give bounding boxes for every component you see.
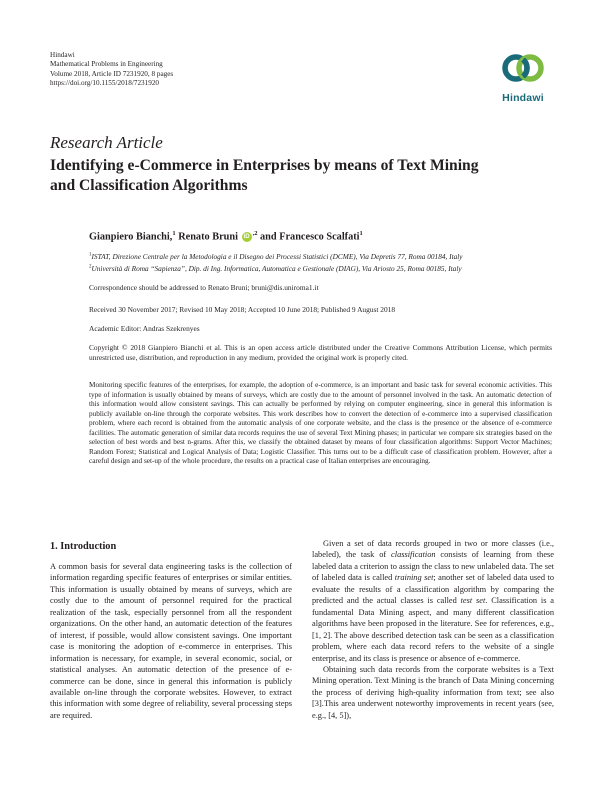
author-affil-sup: 1 <box>359 230 363 237</box>
article-title <box>50 156 550 196</box>
paragraph: Given a set of data records grouped in two or more classes (i.e., labeled), the task of classification consists of learning from these labeled data a criterion to assign the class to new unlabeled data. The set of labeled data is called training set; another set of labeled data used to evaluate the results of a classification algorithm by comparing the predicted and the actual classes is called test set. Classification is a fundamental Data Mining aspect, and many different classification algorithms have been proposed in the literature. See for references, e.g., [1, 2]. The above described detection task can be seen as a classification problem, where each data record refers to the website of a single enterprise, and its class is presence or absence of e-commerce. <box>312 539 554 663</box>
affiliation-text: ISTAT, Direzione Centrale per la Metodologia e il Disegno dei Processi Statistici (DCME), Via Depretis 77, Roma 00184, Italy <box>91 252 463 261</box>
publisher-name: Hindawi <box>50 51 75 59</box>
title-line-1: Identifying e-Commerce in Enterprises by means of Text Mining <box>50 157 479 174</box>
body-column-right <box>312 538 554 721</box>
affiliation-text: Università di Roma “Sapienza”, Dip. di Ing. Informatica, Automatica e Gestionale (DIAG), Via Ariosto 25, Roma 00185, Italy <box>91 264 462 273</box>
abstract: Monitoring specific features of the enterprises, for example, the adoption of e-commerce, is an important and basic task for several economic activities. This type of information is usually obtained by means of surveys, which are costly due to the amount of personnel involved in the task. An automatic detection of this information would allow consistent savings. This can actually be performed by relying on computer engineering, since in general this information is publicly available on-line through the corporate websites. This work describes how to convert the detection of e-commerce into a supervised classification problem, where each record is obtained from the automatic analysis of one corporate website, and the class is the presence or the absence of e-commerce facilities. The automatic generation of similar data records requires the use of several Text Mining phases; in particular we compare six strategies based on the selection of best words and best n-grams. After this, we classify the obtained dataset by means of four classification algorithms: Support Vector Machines; Random Forest; Statistical and Logical Analysis of Data; Logistic Classifier. This turns out to be a difficult case of classification problem. However, after a careful design and set-up of the whole procedure, the results on a practical case of Italian enterprises are encouraging. <box>89 381 552 466</box>
hindawi-logo-text: Hindawi <box>502 92 544 104</box>
volume-info: Volume 2018, Article ID 7231920, 8 pages <box>50 69 174 78</box>
body-column-left <box>50 561 292 721</box>
copyright-notice: Copyright © 2018 Gianpiero Bianchi et al. This is an open access article distributed under the Creative Commons Attribution License, which permits unrestricted use, distribution, and reproduction in any medium, provided the original work is properly cited. <box>89 343 552 362</box>
correspondence: Correspondence should be addressed to Renato Bruni; bruni@dis.uniroma1.it <box>89 283 319 292</box>
academic-editor: Academic Editor: Andras Szekrenyes <box>89 324 200 333</box>
affiliation-2 <box>89 264 462 273</box>
paragraph: Obtaining such data records from the corporate websites is a Text Mining operation. Text Mining is the branch of Data Mining concerning the process of deriving high-quality information from text; see also [3].This area underwent noteworthy improvements in recent years (see, e.g., [4, 5]), <box>312 664 554 720</box>
journal-name: Mathematical Problems in Engineering <box>50 60 163 69</box>
author-name[interactable]: Gianpiero Bianchi, <box>89 231 173 243</box>
author-list <box>89 230 363 242</box>
author-name[interactable]: and Francesco Scalfati <box>260 231 360 243</box>
affiliation-1 <box>89 252 463 261</box>
article-type: Research Article <box>50 133 163 152</box>
paragraph: A common basis for several data engineering tasks is the collection of information regarding specific features of enterprises or similar entities. This information is usually obtained by means of surveys, which are costly due to the amount of personnel required for the practical realization of the task, especially personnel from all the respondent organizations. On the other hand, an automatic detection of the features of interest, if possible, would allow consistent savings. One important case is monitoring the adoption of e-commerce in enterprises. This information is necessary, for example, in several economic, social, or statistical analyses. An automatic detection of the presence of e-commerce can be done, since in general this information is publicly available on-line through the corporate websites. However, to extract this information with some degree of reliability, several processing steps are required. <box>50 562 292 720</box>
journal-header <box>50 51 173 88</box>
publication-dates: Received 30 November 2017; Revised 10 May 2018; Accepted 10 June 2018; Published 9 August 2018 <box>89 305 396 314</box>
section-heading: 1. Introduction <box>50 541 117 552</box>
author-affil-sup: 1 <box>172 230 176 237</box>
title-line-2: and Classification Algorithms <box>50 177 248 194</box>
doi-link[interactable]: https://doi.org/10.1155/2018/7231920 <box>50 78 160 87</box>
affiliation-number: 2 <box>89 264 92 270</box>
orcid-icon[interactable]: iD <box>243 234 250 241</box>
author-affil-sup: ,2 <box>252 230 258 237</box>
affiliation-number: 1 <box>89 252 92 258</box>
author-name[interactable]: Renato Bruni <box>178 231 238 243</box>
